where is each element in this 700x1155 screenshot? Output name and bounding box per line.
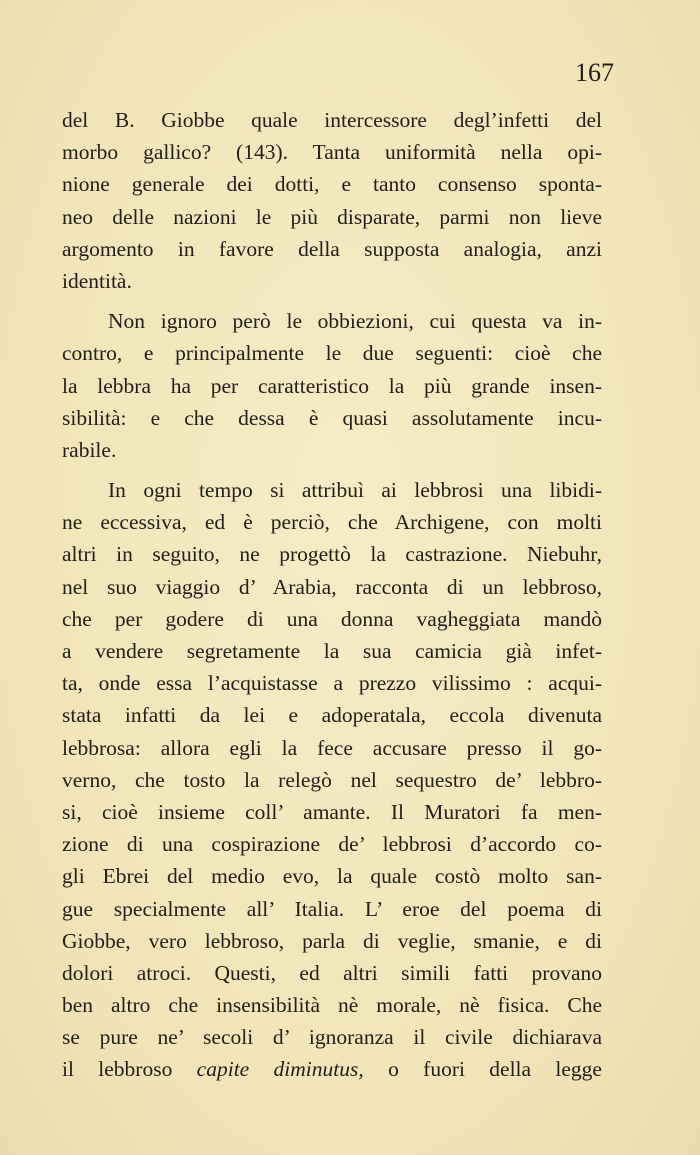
text-line: Giobbe, vero lebbroso, parla di veglie, smanie, e di <box>62 928 602 953</box>
text-line: se pure ne’ secoli d’ ignoranza il civile dichiarava <box>62 1025 602 1050</box>
text-line: argomento in favore della supposta analogia, anzi <box>62 236 602 261</box>
text-line: sibilità: e che dessa è quasi assolutamente incu- <box>62 405 602 430</box>
text-line: lebbrosa: allora egli la fece accusare presso il go- <box>62 735 602 760</box>
text-line: che per godere di una donna vagheggiata mandò <box>62 606 602 631</box>
paragraph-1 <box>62 104 602 297</box>
text-line: stata infatti da lei e adoperatala, eccola divenuta <box>62 703 602 728</box>
page-number: 167 <box>575 58 614 87</box>
text-line: identità. <box>62 268 132 293</box>
text-line: nel suo viaggio d’ Arabia, racconta di un lebbroso, <box>62 574 602 599</box>
text-line-final <box>62 1053 602 1085</box>
text-line: rabile. <box>62 437 117 462</box>
text-line: a vendere segretamente la sua camicia già infet- <box>62 639 602 663</box>
text-line: si, cioè insieme coll’ amante. Il Muratori fa men- <box>62 799 602 824</box>
text-line: zione di una cospirazione de’ lebbrosi d’accordo co- <box>62 832 602 857</box>
text-line: neo delle nazioni le più disparate, parmi non lieve <box>62 204 602 229</box>
paragraph-2 <box>62 305 602 466</box>
text-line: altri in seguito, ne progettò la castrazione. Niebuhr, <box>62 542 602 567</box>
text-segment: o fuori della legge <box>363 1057 602 1082</box>
text-segment: il lebbroso <box>62 1057 197 1082</box>
text-line: ne eccessiva, ed è perciò, che Archigene, con molti <box>62 510 602 535</box>
paragraph-3 <box>62 474 602 1086</box>
text-line: ta, onde essa l’acquistasse a prezzo vilissimo : acqui- <box>62 671 602 696</box>
text-line: morbo gallico? (143). Tanta uniformità nella opi- <box>62 140 602 165</box>
italic-phrase: capite diminutus, <box>196 1057 364 1082</box>
text-line: In ogni tempo si attribuì ai lebbrosi una libidi- <box>108 478 602 503</box>
body-text <box>62 104 602 1086</box>
text-line: del B. Giobbe quale intercessore degl’infetti del <box>62 108 602 132</box>
text-line: gue specialmente all’ Italia. L’ eroe del poema di <box>62 896 602 921</box>
text-line: nione generale dei dotti, e tanto consenso sponta- <box>62 172 602 197</box>
text-line: la lebbra ha per caratteristico la più grande insen- <box>62 373 602 398</box>
text-line: contro, e principalmente le due seguenti: cioè che <box>62 341 602 366</box>
text-line: Non ignoro però le obbiezioni, cui questa va in- <box>108 309 602 334</box>
text-line: gli Ebrei del medio evo, la quale costò molto san- <box>62 864 602 889</box>
text-line: ben altro che insensibilità nè morale, nè fisica. Che <box>62 993 602 1018</box>
text-line: dolori atroci. Questi, ed altri simili fatti provano <box>62 960 602 985</box>
text-line: verno, che tosto la relegò nel sequestro de’ lebbro- <box>62 767 602 792</box>
